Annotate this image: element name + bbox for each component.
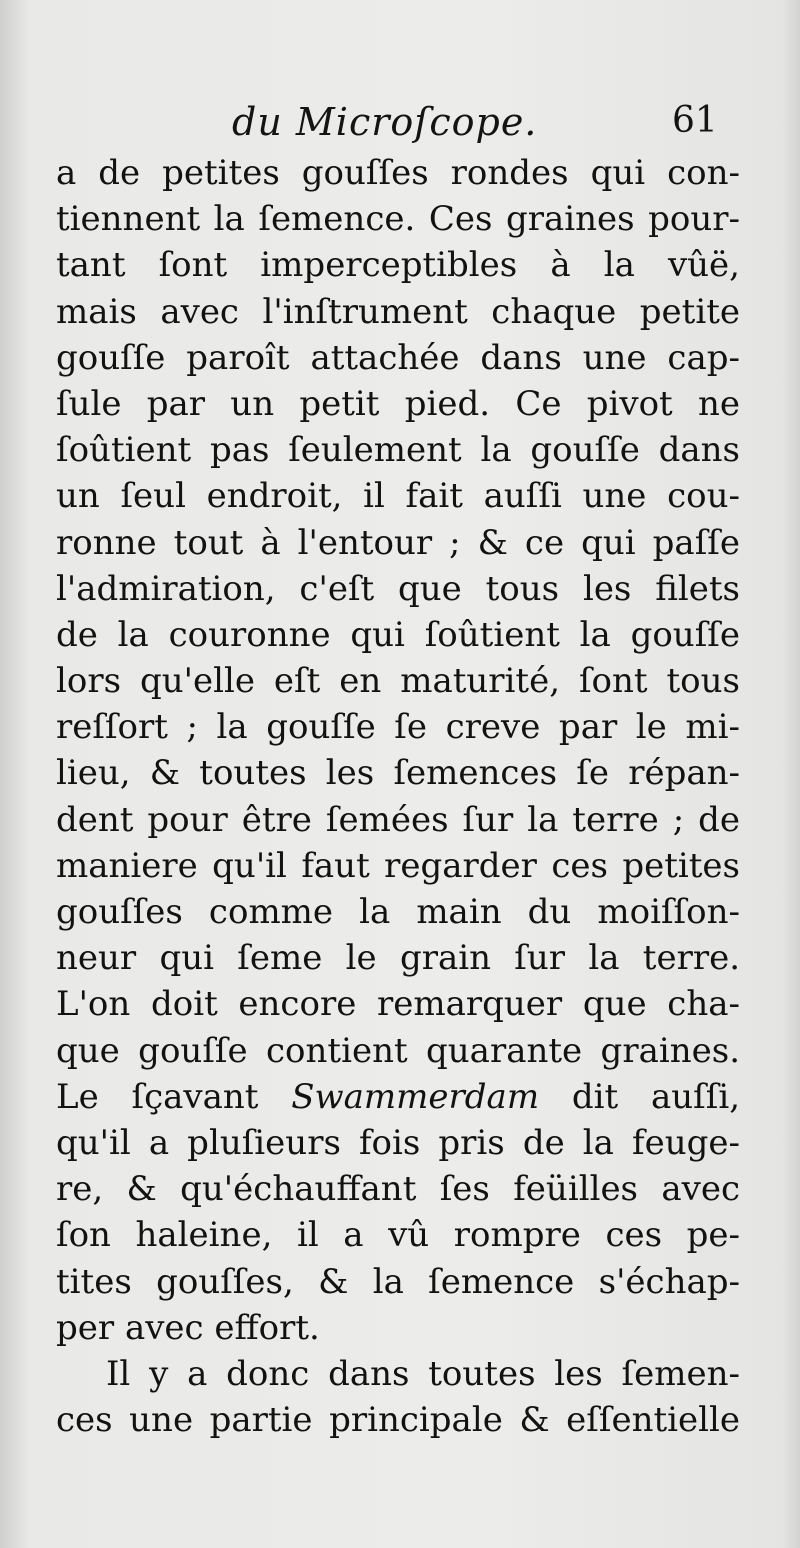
text-line: reſſort ; la gouſſe ſe creve par le mi- <box>56 707 740 748</box>
text-line: ſon haleine, il a vû rompre ces pe- <box>56 1215 740 1256</box>
text-line: ces une partie principale & eſſentielle <box>56 1400 740 1441</box>
text-line: de la couronne qui ſoûtient la gouſſe <box>56 614 740 655</box>
text-line: tiennent la ſemence. Ces graines pour- <box>56 199 740 240</box>
text-line: mais avec l'inſtrument chaque petite <box>56 291 740 332</box>
text-line: l'admiration, c'eſt que tous les filets <box>56 568 740 609</box>
body-text <box>56 150 740 1443</box>
text-line: a de petites gouſſes rondes qui con- <box>56 153 740 193</box>
text-line: qu'il a pluſieurs fois pris de la feuge- <box>56 1122 740 1163</box>
text-line: gouſſe paroît attachée dans une cap- <box>56 337 740 378</box>
italic-name: Swammerdam <box>291 1076 540 1117</box>
text-line: lors qu'elle eſt en maturité, ſont tous <box>56 661 740 702</box>
text-line: ſule par un petit pied. Ce pivot ne <box>56 383 740 424</box>
text-line: tant ſont imperceptibles à la vûë, <box>56 245 740 286</box>
text-line: ronne tout à l'entour ; & ce qui paſſe <box>56 522 740 563</box>
text-line: tites gouſſes, & la ſemence s'échap- <box>56 1261 740 1302</box>
text-line: neur qui ſeme le grain ſur la terre. <box>56 938 740 979</box>
text-line: gouſſes comme la main du moiſſon- <box>56 892 740 932</box>
page-edge-shadow <box>782 0 800 1548</box>
running-title: du Microſcope. <box>232 100 538 144</box>
text-line: L'on doit encore remarquer que cha- <box>56 984 740 1025</box>
line-text-before: Le ſçavant <box>56 1076 292 1117</box>
text-line: ſoûtient pas ſeulement la gouſſe dans <box>56 430 740 471</box>
text-line: dent pour être ſemées ſur la terre ; de <box>56 799 740 840</box>
page-number: 61 <box>672 100 718 141</box>
text-line: lieu, & toutes les ſemences ſe répan- <box>56 753 740 794</box>
paragraph-start-line: Il y a donc dans toutes les ſemen- <box>106 1353 740 1394</box>
text-line-with-name <box>56 1074 740 1120</box>
text-line: un ſeul endroit, il fait auſſi une cou- <box>56 476 740 517</box>
text-line: que gouſſe contient quarante graines. <box>56 1030 740 1071</box>
paragraph-end-line: per avec effort. <box>56 1307 320 1348</box>
page-header <box>0 100 800 150</box>
text-line: maniere qu'il faut regarder ces petites <box>56 845 740 886</box>
line-text-after: dit auſſi, <box>539 1076 741 1117</box>
text-line: re, & qu'échauffant ſes feüilles avec <box>56 1169 740 1210</box>
